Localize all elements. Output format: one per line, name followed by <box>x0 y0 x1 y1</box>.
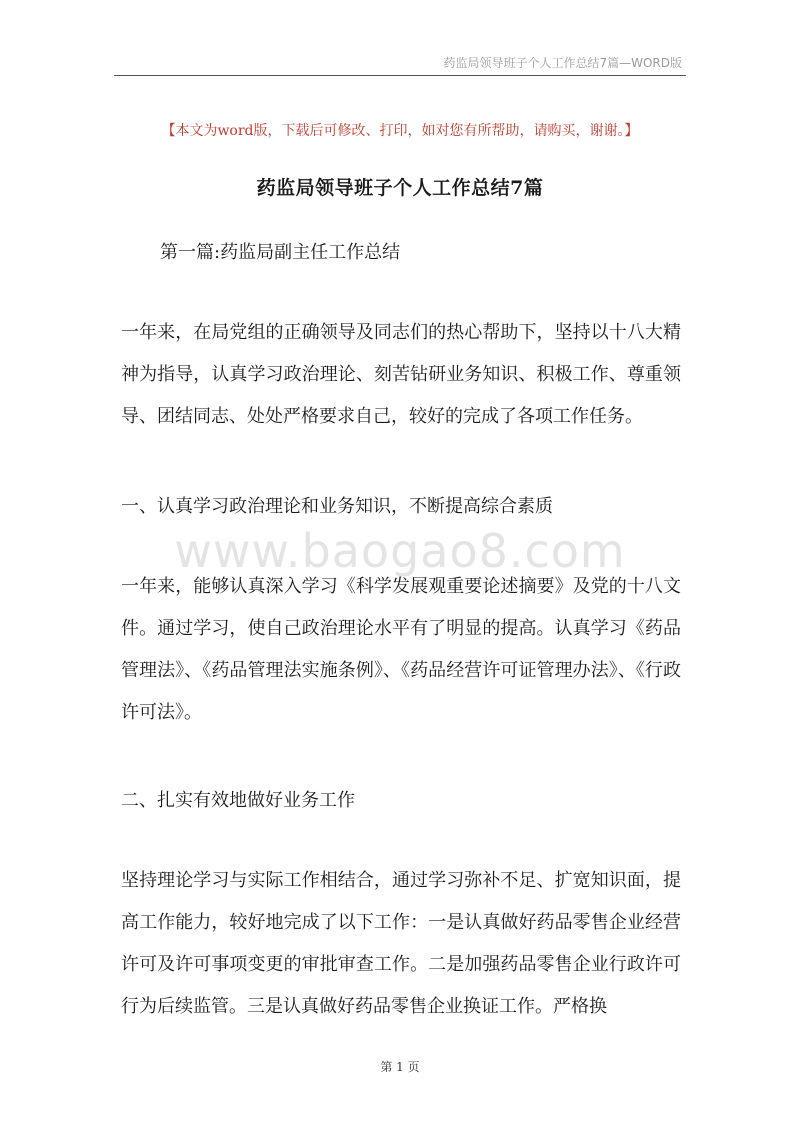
page-number: 第 1 页 <box>380 1060 420 1074</box>
intro-paragraph: 一年来，在局党组的正确领导及同志们的热心帮助下，坚持以十八大精神为指导，认真学习政治理论、刻苦钻研业务知识、积极工作、尊重领导、团结同志、处处严格要求自己，较好的完成了各项工作任务。 <box>121 322 681 427</box>
watermark: www.baogao8.com <box>174 524 626 578</box>
section-heading-2: 二、扎实有效地做好业务工作 <box>121 790 355 811</box>
purchase-notice: 【本文为word版，下载后可修改、打印，如对您有所帮助，请购买，谢谢。】 <box>161 123 639 139</box>
section-1-paragraph: 一年来，能够认真深入学习《科学发展观重要论述摘要》及党的十八文件。通过学习，使自己政治理论水平有了明显的提高。认真学习《药品管理法》、《药品管理法实施条例》、《药品经营许可证管理办法》、《行政许可法》。 <box>121 576 681 723</box>
header-divider <box>114 75 686 76</box>
section-2-paragraph: 坚持理论学习与实际工作相结合，通过学习弥补不足、扩宽知识面，提高工作能力，较好地完成了以下工作：一是认真做好药品零售企业经营许可及许可事项变更的审批审查工作。二是加强药品零售企业行政许可行为后续监管。三是认真做好药品零售企业换证工作。严格换 <box>121 870 681 1017</box>
running-header: 药监局领导班子个人工作总结7篇—WORD版 <box>443 56 682 70</box>
document-title: 药监局领导班子个人工作总结7篇 <box>256 177 544 199</box>
section-heading-1: 一、认真学习政治理论和业务知识，不断提高综合素质 <box>121 496 553 517</box>
chapter-title: 第一篇:药监局副主任工作总结 <box>160 242 401 263</box>
